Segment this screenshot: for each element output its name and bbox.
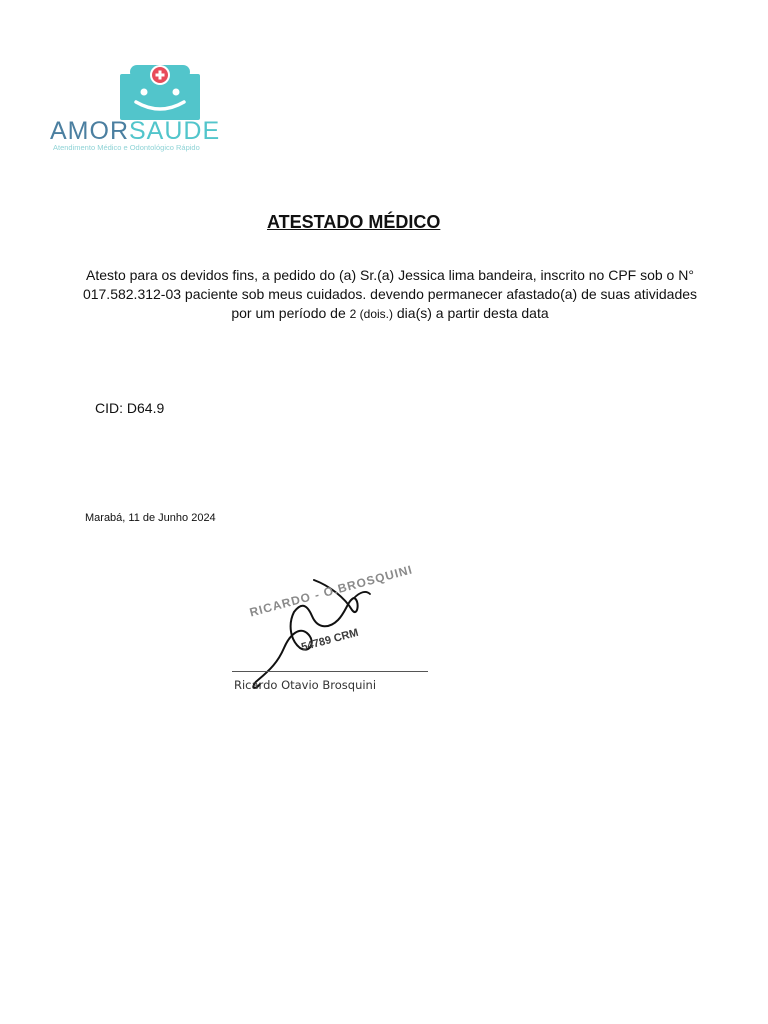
logo-tagline: Atendimento Médico e Odontológico Rápido: [53, 143, 200, 152]
logo-word-saude: SAÚDE: [129, 117, 221, 145]
signature-line: [232, 671, 428, 672]
logo-wordmark: [50, 118, 270, 144]
stamp-name: RICARDO - O.BROSQUINI: [248, 562, 415, 620]
certificate-body-text: Atesto para os devidos fins, a pedido do (a) Sr.(a) Jessica lima bandeira, inscrito no CPF sob o N° 017.582.312-03 paciente sob meus cuidados. devendo permanecer afastado(a) de suas atividades por um período de: [82, 267, 698, 321]
stamp-crm: 54789 CRM: [300, 626, 360, 654]
certificate-body: [80, 266, 700, 324]
cid-code: CID: D64.9: [95, 400, 165, 416]
certificate-body-ending: dia(s) a partir desta data: [393, 305, 549, 321]
company-logo: [50, 62, 270, 158]
amorsaude-logo-icon: [118, 62, 202, 120]
doctor-name: Ricardo Otavio Brosquini: [234, 678, 377, 692]
logo-word-amor: AMOR: [50, 117, 129, 145]
document-title: ATESTADO MÉDICO: [267, 212, 441, 232]
leave-days: 2 (dois.): [349, 307, 393, 321]
place-date: Marabá, 11 de Junho 2024: [85, 512, 216, 524]
signature-block: [220, 562, 460, 700]
